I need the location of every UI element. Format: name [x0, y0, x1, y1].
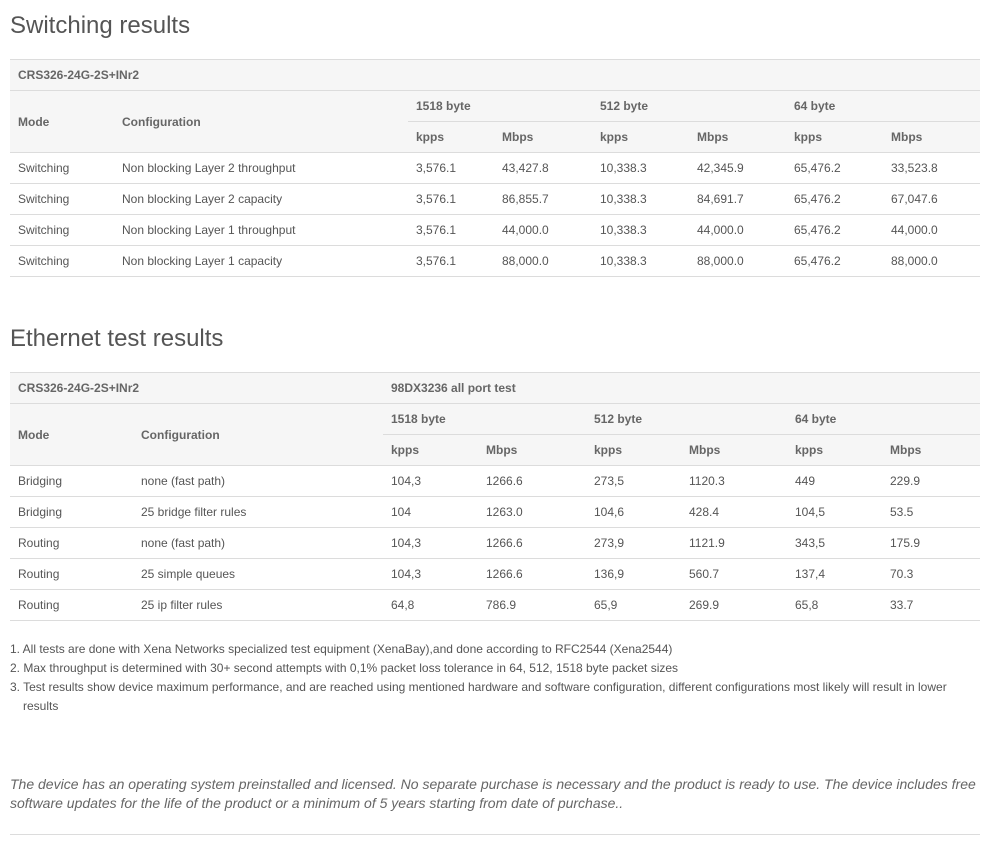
table-row [10, 215, 980, 246]
cell-mode: Switching [10, 153, 114, 184]
cell-value: 3,576.1 [408, 215, 494, 246]
cell-value: 10,338.3 [592, 215, 689, 246]
cell-value: 428.4 [681, 497, 787, 528]
license-note: The device has an operating system preinstalled and licensed. No separate purchase is necessary and the product is ready to use. The device includes free software updates for the life of the product or a minimum of 5 years starting from date of purchase.. [10, 776, 976, 811]
column-header-mode: Mode [10, 91, 114, 153]
cell-configuration: Non blocking Layer 1 throughput [114, 215, 408, 246]
cell-value: 42,345.9 [689, 153, 786, 184]
model-name: CRS326-24G-2S+INr2 [10, 373, 383, 404]
cell-mode: Switching [10, 246, 114, 277]
cell-value: 104,3 [383, 466, 478, 497]
cell-value: 44,000.0 [883, 215, 980, 246]
cell-value: 65,8 [787, 590, 882, 621]
cell-value: 65,476.2 [786, 153, 883, 184]
cell-configuration: Non blocking Layer 2 throughput [114, 153, 408, 184]
cell-value: 53.5 [882, 497, 980, 528]
table-row [10, 466, 980, 497]
switching-results-table [10, 59, 980, 277]
cell-value: 786.9 [478, 590, 586, 621]
cell-mode: Bridging [10, 466, 133, 497]
cell-value: 65,476.2 [786, 215, 883, 246]
cell-value: 33.7 [882, 590, 980, 621]
cell-value: 104,3 [383, 528, 478, 559]
cell-value: 269.9 [681, 590, 787, 621]
cell-configuration: Non blocking Layer 2 capacity [114, 184, 408, 215]
cell-value: 104 [383, 497, 478, 528]
column-header-unit: kpps [786, 122, 883, 153]
cell-value: 88,000.0 [689, 246, 786, 277]
cell-value: 1263.0 [478, 497, 586, 528]
cell-value: 65,9 [586, 590, 681, 621]
cell-value: 175.9 [882, 528, 980, 559]
cell-mode: Routing [10, 528, 133, 559]
cell-configuration: 25 bridge filter rules [133, 497, 383, 528]
list-item: 3. Test results show device maximum performance, and are reached using mentioned hardware and software configuration, different configurations most likely will result in lower results [10, 680, 947, 713]
cell-value: 10,338.3 [592, 184, 689, 215]
column-header-size: 64 byte [787, 404, 980, 435]
table-row [10, 559, 980, 590]
model-name: CRS326-24G-2S+INr2 [10, 60, 980, 91]
cell-value: 1266.6 [478, 528, 586, 559]
column-header-configuration: Configuration [133, 404, 383, 466]
cell-value: 273,9 [586, 528, 681, 559]
cell-value: 10,338.3 [592, 153, 689, 184]
table-row [10, 528, 980, 559]
cell-value: 560.7 [681, 559, 787, 590]
cell-configuration: none (fast path) [133, 466, 383, 497]
table-model-row [10, 60, 980, 91]
cell-value: 273,5 [586, 466, 681, 497]
cell-mode: Switching [10, 215, 114, 246]
column-header-unit: kpps [408, 122, 494, 153]
cell-value: 44,000.0 [689, 215, 786, 246]
column-header-unit: kpps [787, 435, 882, 466]
column-header-size: 512 byte [586, 404, 787, 435]
cell-value: 1266.6 [478, 466, 586, 497]
cell-value: 70.3 [882, 559, 980, 590]
column-header-unit: Mbps [882, 435, 980, 466]
cell-value: 137,4 [787, 559, 882, 590]
cell-value: 449 [787, 466, 882, 497]
cell-value: 136,9 [586, 559, 681, 590]
cell-value: 33,523.8 [883, 153, 980, 184]
table-row [10, 497, 980, 528]
cell-value: 10,338.3 [592, 246, 689, 277]
cell-configuration: 25 ip filter rules [133, 590, 383, 621]
table-header-row [10, 91, 980, 122]
column-header-size: 512 byte [592, 91, 786, 122]
table-row [10, 184, 980, 215]
cell-value: 104,6 [586, 497, 681, 528]
cell-mode: Routing [10, 590, 133, 621]
column-header-configuration: Configuration [114, 91, 408, 153]
column-header-mode: Mode [10, 404, 133, 466]
column-header-unit: kpps [586, 435, 681, 466]
test-name: 98DX3236 all port test [383, 373, 980, 404]
cell-value: 44,000.0 [494, 215, 592, 246]
table-row [10, 246, 980, 277]
column-header-size: 1518 byte [408, 91, 592, 122]
cell-value: 65,476.2 [786, 246, 883, 277]
table-row [10, 590, 980, 621]
cell-configuration: Non blocking Layer 1 capacity [114, 246, 408, 277]
divider [10, 834, 980, 835]
list-item: 1. All tests are done with Xena Networks specialized test equipment (XenaBay),and done according to RFC2544 (Xena2544) [10, 642, 673, 656]
table-model-row [10, 373, 980, 404]
column-header-unit: Mbps [681, 435, 787, 466]
column-header-unit: Mbps [883, 122, 980, 153]
ethernet-results-title: Ethernet test results [10, 325, 224, 352]
cell-value: 67,047.6 [883, 184, 980, 215]
column-header-size: 1518 byte [383, 404, 586, 435]
cell-value: 65,476.2 [786, 184, 883, 215]
switching-results-title: Switching results [10, 12, 191, 39]
table-header-row [10, 404, 980, 435]
cell-value: 1266.6 [478, 559, 586, 590]
list-item: 2. Max throughput is determined with 30+ second attempts with 0,1% packet loss tolerance in 64, 512, 1518 byte packet sizes [10, 661, 679, 675]
cell-value: 88,000.0 [883, 246, 980, 277]
cell-mode: Switching [10, 184, 114, 215]
cell-value: 3,576.1 [408, 153, 494, 184]
cell-value: 88,000.0 [494, 246, 592, 277]
test-notes-list [10, 640, 970, 716]
cell-value: 84,691.7 [689, 184, 786, 215]
column-header-unit: Mbps [494, 122, 592, 153]
cell-value: 104,3 [383, 559, 478, 590]
cell-value: 104,5 [787, 497, 882, 528]
cell-configuration: none (fast path) [133, 528, 383, 559]
cell-value: 43,427.8 [494, 153, 592, 184]
cell-value: 1121.9 [681, 528, 787, 559]
cell-value: 64,8 [383, 590, 478, 621]
cell-value: 1120.3 [681, 466, 787, 497]
cell-value: 86,855.7 [494, 184, 592, 215]
cell-value: 229.9 [882, 466, 980, 497]
column-header-unit: Mbps [689, 122, 786, 153]
cell-configuration: 25 simple queues [133, 559, 383, 590]
column-header-unit: kpps [592, 122, 689, 153]
cell-value: 343,5 [787, 528, 882, 559]
cell-value: 3,576.1 [408, 246, 494, 277]
table-row [10, 153, 980, 184]
column-header-unit: Mbps [478, 435, 586, 466]
ethernet-results-table [10, 372, 980, 621]
column-header-size: 64 byte [786, 91, 980, 122]
cell-mode: Routing [10, 559, 133, 590]
cell-value: 3,576.1 [408, 184, 494, 215]
cell-mode: Bridging [10, 497, 133, 528]
column-header-unit: kpps [383, 435, 478, 466]
